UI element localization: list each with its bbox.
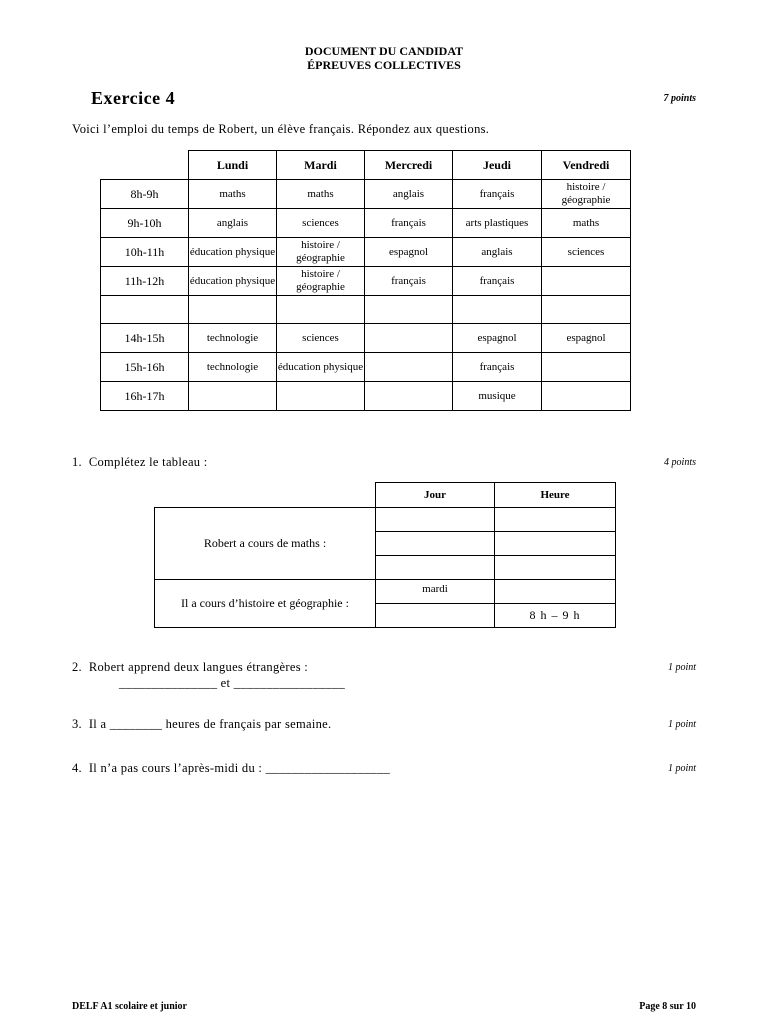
timetable-cell [542,267,631,296]
question-number: 1. [72,455,82,469]
timetable-cell [542,296,631,324]
question-text: Complétez le tableau : [88,455,208,469]
timetable-row [101,209,631,238]
answer-table [154,482,616,628]
time-slot: 16h-17h [101,382,189,411]
answer-cell[interactable] [495,508,616,532]
timetable-cell [277,382,365,411]
timetable-header-row [101,151,631,180]
timetable-cell: français [365,267,453,296]
answer-table-corner [155,483,376,508]
timetable-cell: espagnol [365,238,453,267]
timetable-cell [542,353,631,382]
timetable-cell [365,382,453,411]
answer-cell[interactable] [495,532,616,556]
timetable-cell: éducation physique [277,353,365,382]
time-slot: 9h-10h [101,209,189,238]
timetable-row [101,267,631,296]
row-label-histoire: Il a cours d’histoire et géographie : [155,580,376,628]
day-header: Vendredi [542,151,631,180]
question-text: Il a ________ heures de français par semaine. [88,717,332,731]
question-number: 3. [72,717,82,731]
footer-page-number: Page 8 sur 10 [639,1001,696,1012]
timetable-cell: espagnol [453,324,542,353]
timetable-cell: français [365,209,453,238]
column-header-jour: Jour [376,483,495,508]
day-header: Mercredi [365,151,453,180]
timetable-cell: éducation physique [189,267,277,296]
timetable-cell: histoire / géographie [542,180,631,209]
timetable-corner [101,151,189,180]
timetable-cell: sciences [277,209,365,238]
timetable-cell: sciences [277,324,365,353]
timetable-cell [277,296,365,324]
timetable-row [101,180,631,209]
question-number: 4. [72,761,82,775]
answer-cell[interactable] [495,580,616,604]
document-header-line1: DOCUMENT DU CANDIDAT [304,44,464,58]
timetable-row [101,353,631,382]
timetable-cell: français [453,180,542,209]
timetable-cell: arts plastiques [453,209,542,238]
timetable-cell [365,296,453,324]
timetable-cell: anglais [189,209,277,238]
timetable-cell: français [453,267,542,296]
column-header-heure: Heure [495,483,616,508]
answer-blank-line[interactable]: _______________ et _________________ [119,676,346,690]
answer-cell[interactable] [376,508,495,532]
question-4-points: 1 point [667,763,696,774]
timetable-row [101,238,631,267]
day-header: Mardi [277,151,365,180]
answer-cell-filled: mardi [376,580,495,604]
question-4 [72,761,390,776]
timetable-cell: anglais [453,238,542,267]
timetable-cell: anglais [365,180,453,209]
exercise-intro: Voici l’emploi du temps de Robert, un élève français. Répondez aux questions. [72,122,490,136]
timetable-cell: technologie [189,324,277,353]
timetable [100,150,631,411]
question-3 [72,717,331,732]
timetable-cell [365,324,453,353]
answer-cell-filled: 8 h – 9 h [495,604,616,628]
timetable-cell: espagnol [542,324,631,353]
question-3-points: 1 point [667,719,696,730]
time-slot [101,296,189,324]
answer-cell[interactable] [376,556,495,580]
timetable-row [101,382,631,411]
timetable-cell: français [453,353,542,382]
question-2 [72,660,308,675]
question-text: Robert apprend deux langues étrangères : [88,660,309,674]
time-slot: 14h-15h [101,324,189,353]
footer-left: DELF A1 scolaire et junior [72,1001,187,1012]
timetable-cell: histoire / géographie [277,267,365,296]
time-slot: 11h-12h [101,267,189,296]
time-slot: 15h-16h [101,353,189,382]
timetable-cell: technologie [189,353,277,382]
document-header-line2: ÉPREUVES COLLECTIVES [307,58,461,72]
timetable-cell: maths [277,180,365,209]
question-number: 2. [72,660,82,674]
timetable-cell: histoire / géographie [277,238,365,267]
day-header: Lundi [189,151,277,180]
timetable-cell [542,382,631,411]
exercise-points: 7 points [663,93,696,104]
time-slot: 10h-11h [101,238,189,267]
timetable-row [101,296,631,324]
answer-cell[interactable] [376,604,495,628]
timetable-row [101,324,631,353]
answer-cell[interactable] [495,556,616,580]
exercise-title: Exercice 4 [91,88,176,108]
question-1 [72,455,208,470]
timetable-cell [365,353,453,382]
timetable-cell [189,382,277,411]
timetable-cell: maths [189,180,277,209]
question-text: Il n’a pas cours l’après-midi du : ___________________ [88,761,391,775]
timetable-cell: maths [542,209,631,238]
timetable-cell: musique [453,382,542,411]
day-header: Jeudi [453,151,542,180]
timetable-cell: éducation physique [189,238,277,267]
question-1-points: 4 points [664,457,696,468]
time-slot: 8h-9h [101,180,189,209]
timetable-cell [453,296,542,324]
timetable-cell [189,296,277,324]
answer-cell[interactable] [376,532,495,556]
timetable-cell: sciences [542,238,631,267]
row-label-maths: Robert a cours de maths : [155,508,376,580]
question-2-points: 1 point [667,662,696,673]
